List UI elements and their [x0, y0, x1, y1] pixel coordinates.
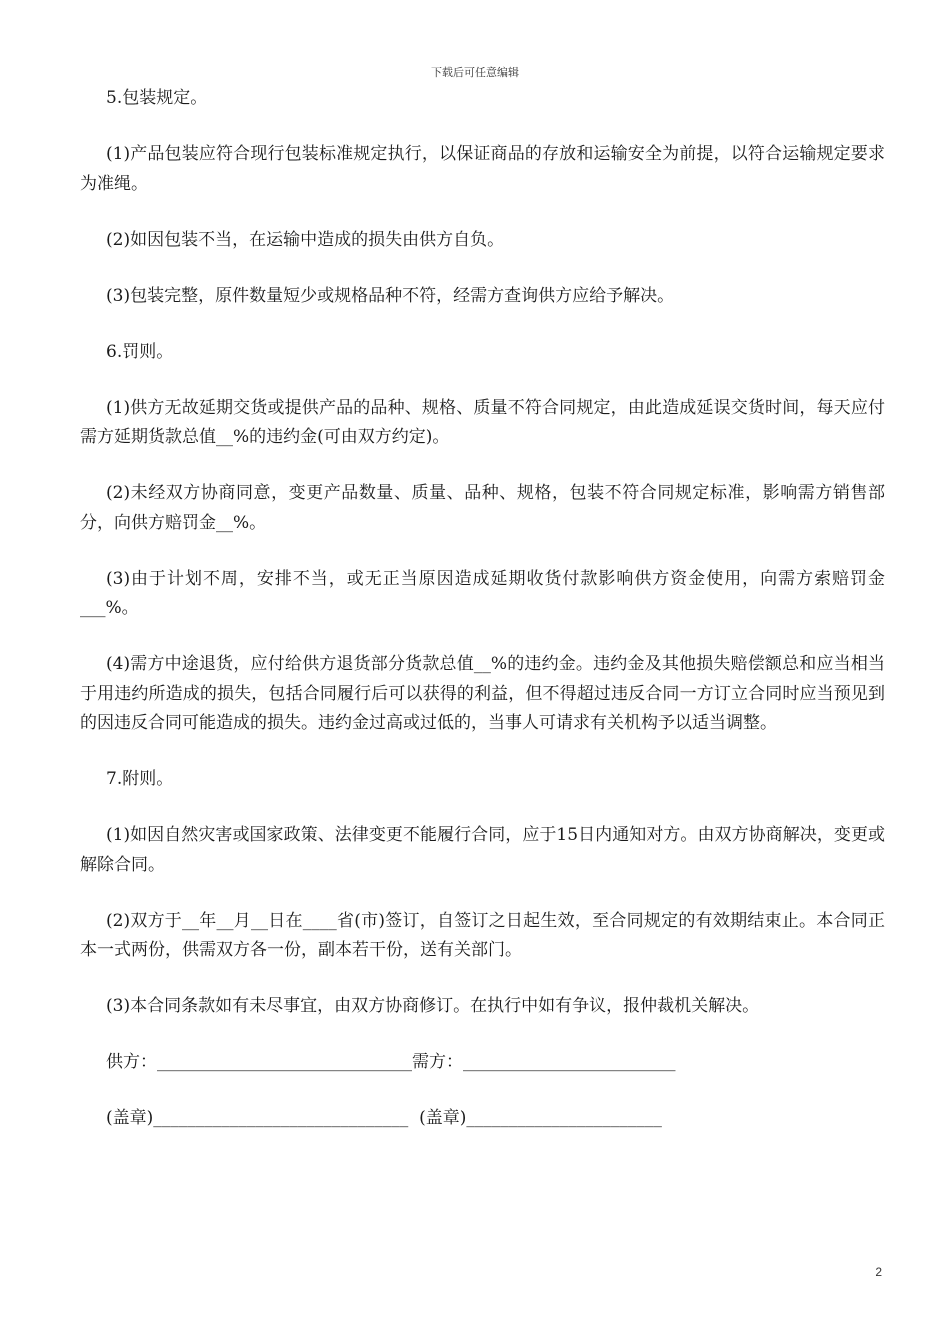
contract-body	[80, 84, 885, 1134]
signature-seal-line: (盖章)______________________________ (盖章)_______________________	[106, 1108, 662, 1128]
penalty-clause-3: (3)由于计划不周，安排不当，或无正当原因造成延期收货付款影响供方资金使用，向需方索赔罚金___%。	[80, 568, 885, 618]
supplementary-clause-1: (1)如因自然灾害或国家政策、法律变更不能履行合同，应于15日内通知对方。由双方协商解决，变更或解除合同。	[80, 825, 885, 875]
penalty-clause-4: (4)需方中途退货，应付给供方退货部分货款总值__%的违约金。违约金及其他损失赔偿额总和应当相当于用违约所造成的损失，包括合同履行后可以获得的利益，但不得超过违反合同一方订立合同时应当预见到的因违反合同可能造成的损失。违约金过高或过低的，当事人可请求有关机构予以适当调整。	[80, 654, 885, 733]
penalty-clause-1: (1)供方无故延期交货或提供产品的品种、规格、质量不符合同规定，由此造成延误交货时间，每天应付需方延期货款总值__%的违约金(可由双方约定)。	[80, 397, 885, 447]
packaging-clause-2: (2)如因包装不当，在运输中造成的损失由供方自负。	[106, 229, 505, 250]
penalty-clause-2: (2)未经双方协商同意，变更产品数量、质量、品种、规格，包装不符合同规定标准，影响需方销售部分，向供方赔罚金__%。	[80, 483, 885, 533]
page-number: 2	[875, 1265, 882, 1279]
section-heading-penalties: 6.罚则。	[106, 341, 174, 362]
document-header-note: 下载后可任意编辑	[431, 66, 519, 79]
supplementary-clause-2: (2)双方于__年__月__日在____省(市)签订，自签订之日起生效，至合同规定的有效期结束止。本合同正本一式两份，供需双方各一份，副本若干份，送有关部门。	[80, 910, 885, 960]
packaging-clause-3: (3)包装完整，原件数量短少或规格品种不符，经需方查询供方应给予解决。	[106, 285, 675, 306]
section-heading-packaging: 5.包装规定。	[106, 88, 208, 108]
supplementary-clause-3: (3)本合同条款如有未尽事宜，由双方协商修订。在执行中如有争议，报仲裁机关解决。	[106, 996, 760, 1016]
section-heading-supplementary: 7.附则。	[106, 769, 174, 789]
signature-party-line: 供方：______________________________需方：_________________________	[106, 1052, 676, 1072]
packaging-clause-1: (1)产品包装应符合现行包装标准规定执行，以保证商品的存放和运输安全为前提，以符合运输规定要求为准绳。	[80, 144, 885, 194]
